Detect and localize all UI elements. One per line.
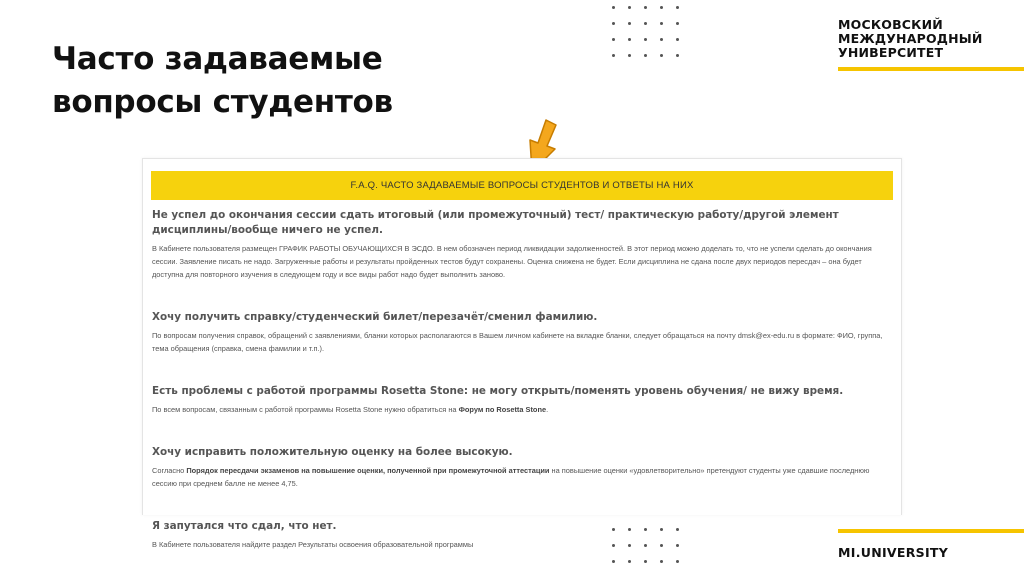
- faq-question[interactable]: Не успел до окончания сессии сдать итоговый (или промежуточный) тест/ практическую работу/другой элемент дисциплины/вообще ничего не успел.: [152, 209, 839, 236]
- faq-question[interactable]: Есть проблемы с работой программы Rosetta Stone: не могу открыть/поменять уровень обучения/ не вижу время.: [152, 385, 844, 397]
- faq-answer: В Кабинете пользователя найдите раздел Результаты освоения образовательной программы: [152, 540, 474, 549]
- faq-answer: [152, 403, 891, 416]
- university-name-line-3: УНИВЕРСИТЕТ: [838, 45, 944, 60]
- decorative-dots-top: [612, 6, 692, 70]
- faq-item: [152, 519, 891, 551]
- university-name-line-2: МЕЖДУНАРОДНЫЙ: [838, 31, 983, 46]
- faq-item: [152, 208, 891, 281]
- faq-header-bar: F.A.Q. ЧАСТО ЗАДАВАЕМЫЕ ВОПРОСЫ СТУДЕНТОВ И ОТВЕТЫ НА НИХ: [151, 171, 893, 200]
- faq-answer-text: .: [546, 405, 549, 414]
- faq-answer: [152, 464, 891, 490]
- faq-question[interactable]: Хочу получить справку/студенческий билет/перезачёт/сменил фамилию.: [152, 311, 598, 323]
- retake-procedure-link[interactable]: Порядок пересдачи экзаменов на повышение оценки, полученной при промежуточной аттестации: [186, 466, 550, 475]
- rosetta-forum-link[interactable]: Форум по Rosetta Stone: [458, 405, 547, 414]
- faq-answer-text: на повышение оценки «удовлетворительно» претендуют студенты уже сдавшие последнюю сессию при среднем балле не менее 4,75.: [152, 466, 870, 488]
- slide-title-line-2: вопросы студентов: [52, 84, 393, 120]
- faq-answer-text: Согласно: [152, 466, 187, 475]
- faq-answer: По вопросам получения справок, обращений с заявлениями, бланки которых располагаются в Вашем личном кабинете на вкладке бланки, следует обращаться на почту dmsk@ex-edu.ru в формате: ФИО, группа, тема обращения (справка, смена фамилии и т.п.).: [152, 331, 883, 353]
- faq-item: [152, 384, 891, 416]
- faq-item: [152, 310, 891, 355]
- slide-title: [52, 38, 472, 124]
- accent-bar-top: [838, 67, 1024, 71]
- faq-screenshot-panel: [142, 158, 902, 549]
- faq-answer: В Кабинете пользователя размещен ГРАФИК РАБОТЫ ОБУЧАЮЩИХСЯ В ЭСДО. В нем обозначен период ликвидации задолженностей. В этот период можно доделать то, что не успели сделать до окончания сессии. Заявление писать не надо. Загруженные работы и результаты пройденных тестов будут сохранены. Оценка снижена не будет. Если дисциплина не сдана после двух периодов пересдач – она будет доступна для повторного изучения в следующем году и все виды работ надо будет выполнить заново.: [152, 244, 872, 279]
- faq-answer-text: По всем вопросам, связанным с работой программы Rosetta Stone нужно обратиться на: [152, 405, 459, 414]
- university-logo-top: [838, 18, 1024, 71]
- university-name-line-1: МОСКОВСКИЙ: [838, 17, 943, 32]
- university-name: [838, 18, 1024, 60]
- faq-question[interactable]: Я запутался что сдал, что нет.: [152, 520, 337, 532]
- slide-title-line-1: Часто задаваемые: [52, 41, 383, 77]
- faq-question[interactable]: Хочу исправить положительную оценку на более высокую.: [152, 446, 513, 458]
- mi-university-brand: MI.UNIVERSITY: [838, 545, 949, 560]
- faq-list: [143, 200, 901, 551]
- faq-item: [152, 445, 891, 490]
